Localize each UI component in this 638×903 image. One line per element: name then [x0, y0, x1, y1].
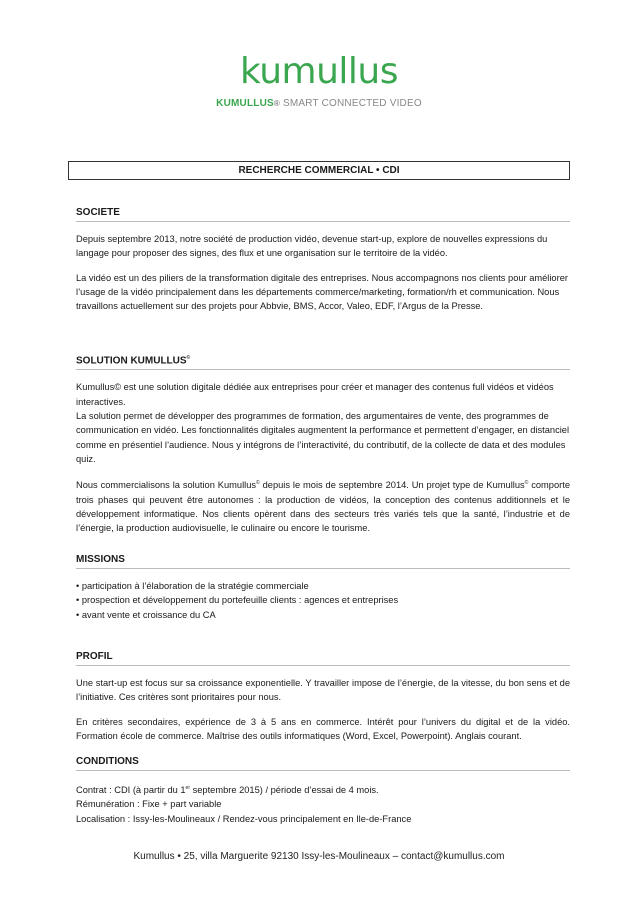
- logo-tagline-text: SMART CONNECTED VIDEO: [282, 98, 422, 109]
- section-missions: [76, 554, 570, 622]
- condition-line: Rémunération : Fixe + part variable: [76, 799, 222, 810]
- condition-line: [76, 781, 570, 797]
- text-run: Nous commercialisons la solution Kumullus: [76, 480, 257, 491]
- section-heading: SOCIETE: [76, 207, 570, 222]
- copyright-mark: ©: [524, 480, 529, 487]
- section-heading: [76, 355, 570, 370]
- section-heading: CONDITIONS: [76, 756, 570, 771]
- paragraph: La solution permet de développer des programmes de formation, des argumentaires de vente, des programmes de communication en vidéo. Les fonctionnalités digitales augmentent la performance et permettent d’engager, en distanciel comme en présentiel l’audience. Nous y intégrons de l’interactivité, du contributif, de la collecte de data et des modules quiz.: [76, 410, 570, 464]
- list-item: • participation à l’élaboration de la stratégie commerciale: [76, 581, 309, 591]
- section-societe: [76, 207, 570, 323]
- list-item: • prospection et développement du portefeuille clients : agences et entreprises: [76, 595, 399, 606]
- section-heading: PROFIL: [76, 651, 570, 666]
- paragraph: En critères secondaires, expérience de 3 à 5 ans en commerce. Intérêt pour l’univers du digital et de la vidéo. Formation école de commerce. Maîtrise des outils informatiques (Word, Excel, Powerpoint). Anglais courant.: [76, 716, 570, 741]
- text-run: Contrat : CDI (à partir du 1: [76, 785, 186, 796]
- section-profil: [76, 651, 570, 753]
- copyright-mark: ©: [186, 355, 191, 361]
- text-run: septembre 2015) / période d’essai de 4 mois.: [190, 785, 379, 796]
- condition-line: Localisation : Issy-les-Moulineaux / Rendez-vous principalement en Ile-de-France: [76, 813, 412, 824]
- paragraph: Kumullus© est une solution digitale dédiée aux entreprises pour créer et manager des contenus full vidéos et vidéos interactives.: [76, 382, 554, 407]
- heading-text: SOLUTION KUMULLUS: [76, 355, 187, 367]
- section-conditions: [76, 756, 570, 826]
- page-title: RECHERCHE COMMERCIAL • CDI: [68, 161, 570, 180]
- paragraph: [76, 476, 570, 535]
- logo-wordmark: kumullus: [239, 51, 399, 92]
- section-heading: MISSIONS: [76, 554, 570, 569]
- paragraph: Une start-up est focus sur sa croissance exponentielle. Y travailler impose de l’énergie, de la vitesse, du bon sens et de l’initiative. Ces critères sont prioritaires pour nous.: [76, 678, 570, 703]
- text-run: depuis le mois de septembre 2014. Un projet type de Kumullus: [259, 480, 525, 491]
- paragraph: La vidéo est un des piliers de la transformation digitale des entreprises. Nous accompagnons nos clients pour améliorer l’usage de la vidéo principalement dans les départements commerce/marketing, formation/rh et communication. Nous travaillons actuellement sur des projets pour Abbvie, BMS, Accor, Valeo, EDF, l’Argus de la Presse.: [76, 272, 568, 312]
- copyright-mark: ©: [256, 480, 260, 487]
- page-footer: Kumullus • 25, villa Marguerite 92130 Issy-les-Moulineaux – contact@kumullus.com: [133, 851, 505, 862]
- company-logo: [0, 52, 638, 109]
- text-run: comporte trois phases qui peuvent être autonomes : la production de vidéos, la conception des contenus additionnels et le développement informatique. Nos clients opèrent dans des secteurs très variés tels que la santé, l’industrie et de l’énergie, la production audiovisuelle, le culinaire ou encore le tourisme.: [76, 480, 570, 534]
- paragraph: Depuis septembre 2013, notre société de production vidéo, devenue start-up, explore de nouvelles expressions du langage pour proposer des signes, des flux et une organisation sur le territoire de la vidéo.: [76, 234, 548, 259]
- superscript: er: [185, 785, 190, 791]
- logo-reg-mark: ®: [273, 99, 280, 108]
- list-item: • avant vente et croissance du CA: [76, 609, 216, 620]
- section-solution: [76, 355, 570, 545]
- logo-tagline: [0, 98, 638, 109]
- logo-brand: KUMULLUS: [216, 98, 274, 109]
